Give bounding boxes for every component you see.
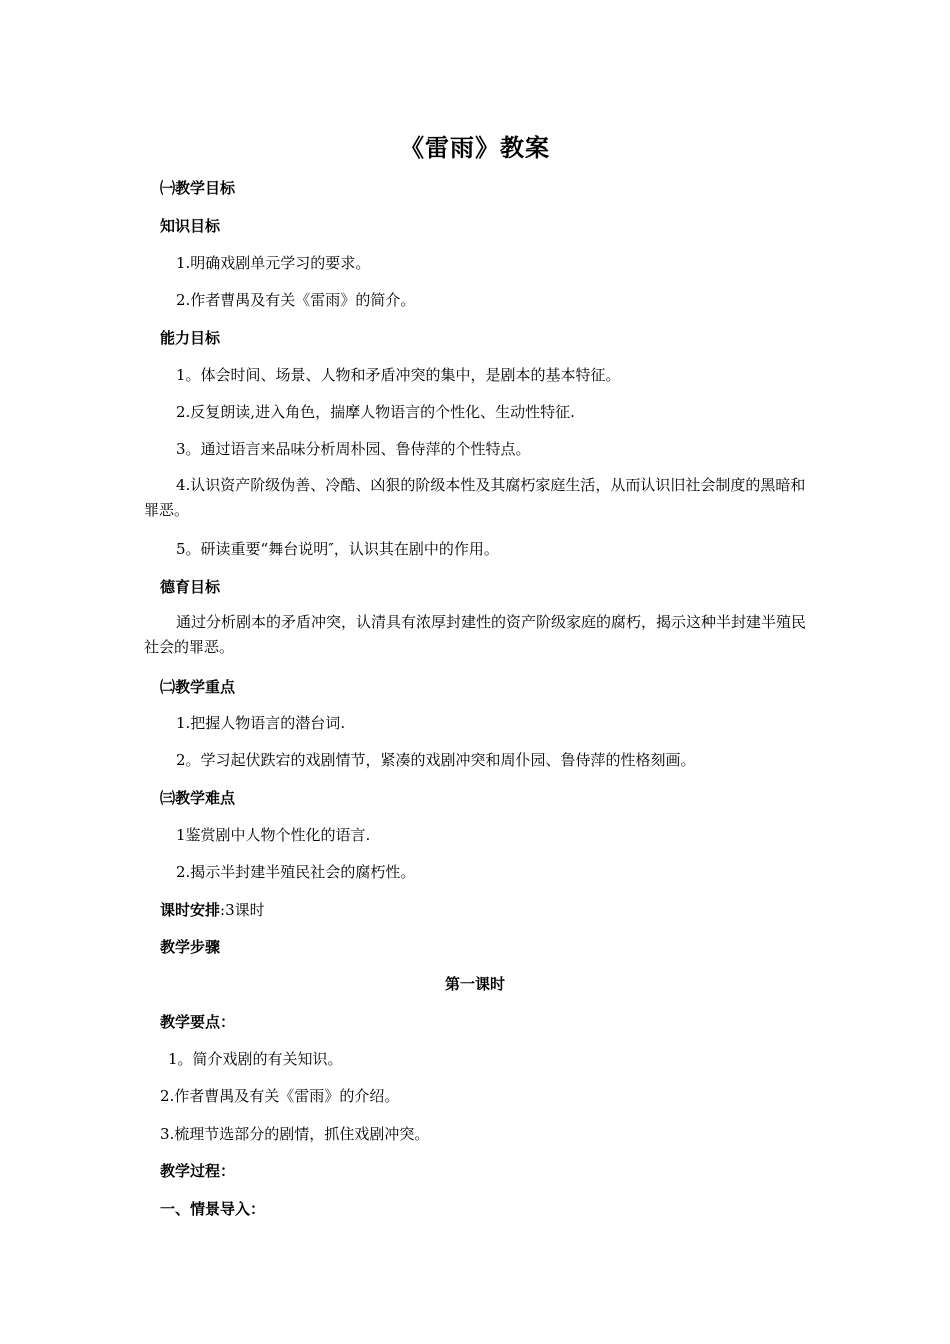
knowledge-item: 2.作者曹禺及有关《雷雨》的简介。 <box>176 291 416 309</box>
subheading-intro: 一、情景导入： <box>160 1200 266 1218</box>
ability-item: 3。通过语言来品味分析周朴园、鲁侍萍的个性特点。 <box>176 440 531 458</box>
schedule-line <box>160 899 265 920</box>
document-title: 《雷雨》教案 <box>400 134 550 162</box>
schedule-value: :3课时 <box>220 901 265 919</box>
key-point-item: 1.把握人物语言的潜台词. <box>176 714 346 732</box>
ability-item: 2.反复朗读,进入角色，揣摩人物语言的个性化、生动性特征. <box>176 403 575 421</box>
ability-item: 4.认识资产阶级伪善、冷酷、凶狠的阶级本性及其腐朽家庭生活，从而认识旧社会制度的黑暗和罪恶。 <box>144 476 806 519</box>
subheading-knowledge: 知识目标 <box>160 217 221 235</box>
lesson-heading: 第一课时 <box>444 975 505 993</box>
moral-paragraph: 通过分析剧本的矛盾冲突，认清具有浓厚封建性的资产阶级家庭的腐朽，揭示这种半封建半殖民社会的罪恶。 <box>144 613 807 656</box>
ability-item: 5。研读重要“舞台说明″，认识其在剧中的作用。 <box>176 540 499 558</box>
point-item: 3.梳理节选部分的剧情，抓住戏剧冲突。 <box>160 1125 430 1143</box>
difficulty-item: 1鉴赏剧中人物个性化的语言. <box>176 826 371 844</box>
key-point-item: 2。学习起伏跌宕的戏剧情节，紧凑的戏剧冲突和周仆园、鲁侍萍的性格刻画。 <box>176 751 696 769</box>
subheading-process: 教学过程： <box>160 1162 236 1180</box>
point-item: 1。简介戏剧的有关知识。 <box>168 1050 343 1068</box>
ability-item: 1。体会时间、场景、人物和矛盾冲突的集中，是剧本的基本特征。 <box>176 366 621 384</box>
section-heading-objectives: ㈠教学目标 <box>160 179 236 197</box>
difficulty-item: 2.揭示半封建半殖民社会的腐朽性。 <box>176 863 416 881</box>
point-item: 2.作者曹禺及有关《雷雨》的介绍。 <box>160 1087 400 1105</box>
section-heading-key-points: ㈡教学重点 <box>160 678 236 696</box>
section-heading-difficulties: ㈢教学难点 <box>160 789 236 807</box>
schedule-label: 课时安排 <box>160 901 221 919</box>
subheading-moral: 德育目标 <box>160 578 221 596</box>
subheading-points: 教学要点： <box>160 1013 236 1031</box>
subheading-steps: 教学步骤 <box>160 938 221 956</box>
knowledge-item: 1.明确戏剧单元学习的要求。 <box>176 254 371 272</box>
subheading-ability: 能力目标 <box>160 329 221 347</box>
